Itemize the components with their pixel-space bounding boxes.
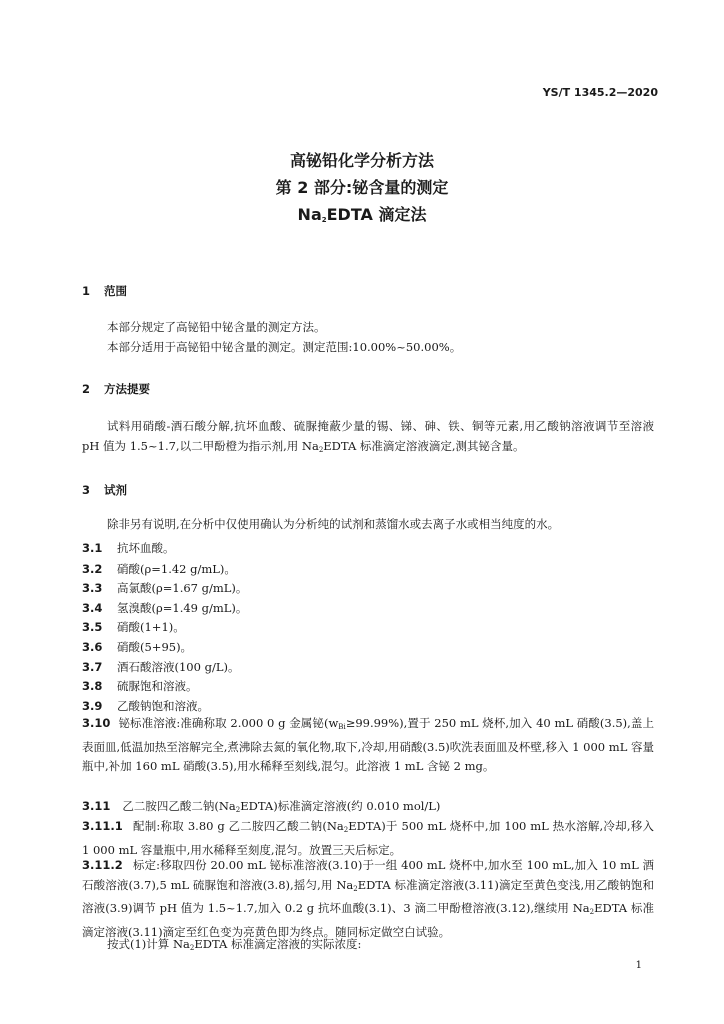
section-1-number: 1 bbox=[82, 284, 91, 298]
section-3-title: 试剂 bbox=[104, 483, 127, 497]
section-2-number: 2 bbox=[82, 382, 91, 396]
reagent-item-3-4: 3.4 氢溴酸(ρ=1.49 g/mL)。 bbox=[82, 601, 248, 615]
scope-paragraph-1: 本部分规定了高铋铅中铋含量的测定方法。 bbox=[107, 320, 326, 334]
section-1-heading bbox=[82, 283, 127, 299]
title-edta: EDTA 滴定法 bbox=[326, 205, 427, 224]
method-paragraph: 试料用硝酸-酒石酸分解,抗坏血酸、硫脲掩蔽少量的锡、锑、砷、铁、铜等元素,用乙酸钠溶液调节至溶液 pH 值为 1.5~1.7,以二甲酚橙为指示剂,用 $Na_2EDTA$ 标准滴定溶液滴定,测其铋含量。 bbox=[82, 419, 654, 454]
section-2-title: 方法提要 bbox=[104, 382, 150, 396]
title-na: Na bbox=[297, 205, 322, 224]
reagent-item-3-11-2-number: 3.11.2 bbox=[82, 858, 123, 872]
reagent-item-3-11-1-number: 3.11.1 bbox=[82, 819, 123, 833]
reagent-item-3-11: 3.11 乙二胺四乙酸二钠$(Na_2EDTA)$标准滴定溶液(约 0.010 mol/L) bbox=[82, 799, 441, 814]
reagent-item-3-3: 3.3 高氯酸(ρ=1.67 g/mL)。 bbox=[82, 581, 248, 595]
reagent-item-3-10-number: 3.10 bbox=[82, 716, 111, 730]
reagent-item-3-10: 3.10 铋标准溶液:准确称取 2.000 0 g 金属铋$(w_{Bi}\ge 99.99\%)$,置于 250 mL 烧杯,加入 40 mL 硝酸(3.5),盖上表面皿,低温加热至溶解完全,煮沸除去氮的氧化物,取下,冷却,用硝酸(3.5)吹洗表面皿及杯壁,移入 1 000 mL 容量瓶中,补加 160 mL 硝酸(3.5),用水稀释至刻线,混匀。此溶液 1 mL 含铋 2 mg。 bbox=[82, 716, 654, 773]
reagent-item-3-2: 3.2 硝酸(ρ=1.42 g/mL)。 bbox=[82, 562, 236, 576]
reagents-intro: 除非另有说明,在分析中仅使用确认为分析纯的试剂和蒸馏水或去离子水或相当纯度的水。 bbox=[107, 517, 560, 531]
reagent-item-3-1: 3.1 抗坏血酸。 bbox=[82, 541, 175, 555]
section-2-heading bbox=[82, 381, 150, 397]
section-3-heading bbox=[82, 482, 127, 498]
title-line-3 bbox=[0, 202, 724, 225]
reagent-item-3-11-2: 3.11.2 标定:移取四份 20.00 mL 铋标准溶液(3.10)于一组 400 mL 烧杯中,加水至 100 mL,加入 10 mL 酒石酸溶液(3.7),5 mL 硫脲饱和溶液(3.8),摇匀,用 $Na_2EDTA$ 标准滴定溶液(3.11)滴定至黄色变浅,用乙酸钠饱和溶液(3.9)调节 pH 值为 1.5~1.7,加入 0.2 g 抗坏血酸(3.1)、3 滴二甲酚橙溶液(3.12),继续用 $Na_2EDTA$ 标准滴定溶液(3.11)滴定至红色变为亮黄色即为终点。随同标定做空白试验。 bbox=[82, 858, 654, 939]
reagent-item-3-6: 3.6 硝酸(5+95)。 bbox=[82, 640, 193, 654]
section-3-number: 3 bbox=[82, 483, 91, 497]
title-line-2: 第 2 部分:铋含量的测定 bbox=[275, 178, 449, 197]
reagent-item-3-11-number: 3.11 bbox=[82, 799, 111, 813]
reagent-item-3-7: 3.7 酒石酸溶液(100 g/L)。 bbox=[82, 660, 240, 674]
formula-intro: 按式(1)计算 $Na_2EDTA$ 标准滴定溶液的实际浓度: bbox=[107, 937, 362, 952]
reagent-item-3-11-1: 3.11.1 配制:称取 3.80 g 乙二胺四乙酸二钠$(Na_2EDTA)$于 500 mL 烧杯中,加 100 mL 热水溶解,冷却,移入 1 000 mL 容量瓶中,用水稀释至刻度,混匀。放置三天后标定。 bbox=[82, 819, 654, 857]
scope-paragraph-2: 本部分适用于高铋铅中铋含量的测定。测定范围:10.00%~50.00%。 bbox=[107, 340, 462, 354]
reagent-item-3-8: 3.8 硫脲饱和溶液。 bbox=[82, 679, 198, 693]
section-1-title: 范围 bbox=[104, 284, 127, 298]
standard-number: YS/T 1345.2—2020 bbox=[542, 86, 658, 99]
reagent-item-3-9: 3.9 乙酸钠饱和溶液。 bbox=[82, 699, 209, 713]
title-line-1: 高铋铅化学分析方法 bbox=[289, 151, 434, 170]
reagent-item-3-5: 3.5 硝酸(1+1)。 bbox=[82, 620, 185, 634]
page-number: 1 bbox=[635, 960, 642, 971]
title-sub-2: 2 bbox=[321, 216, 327, 224]
